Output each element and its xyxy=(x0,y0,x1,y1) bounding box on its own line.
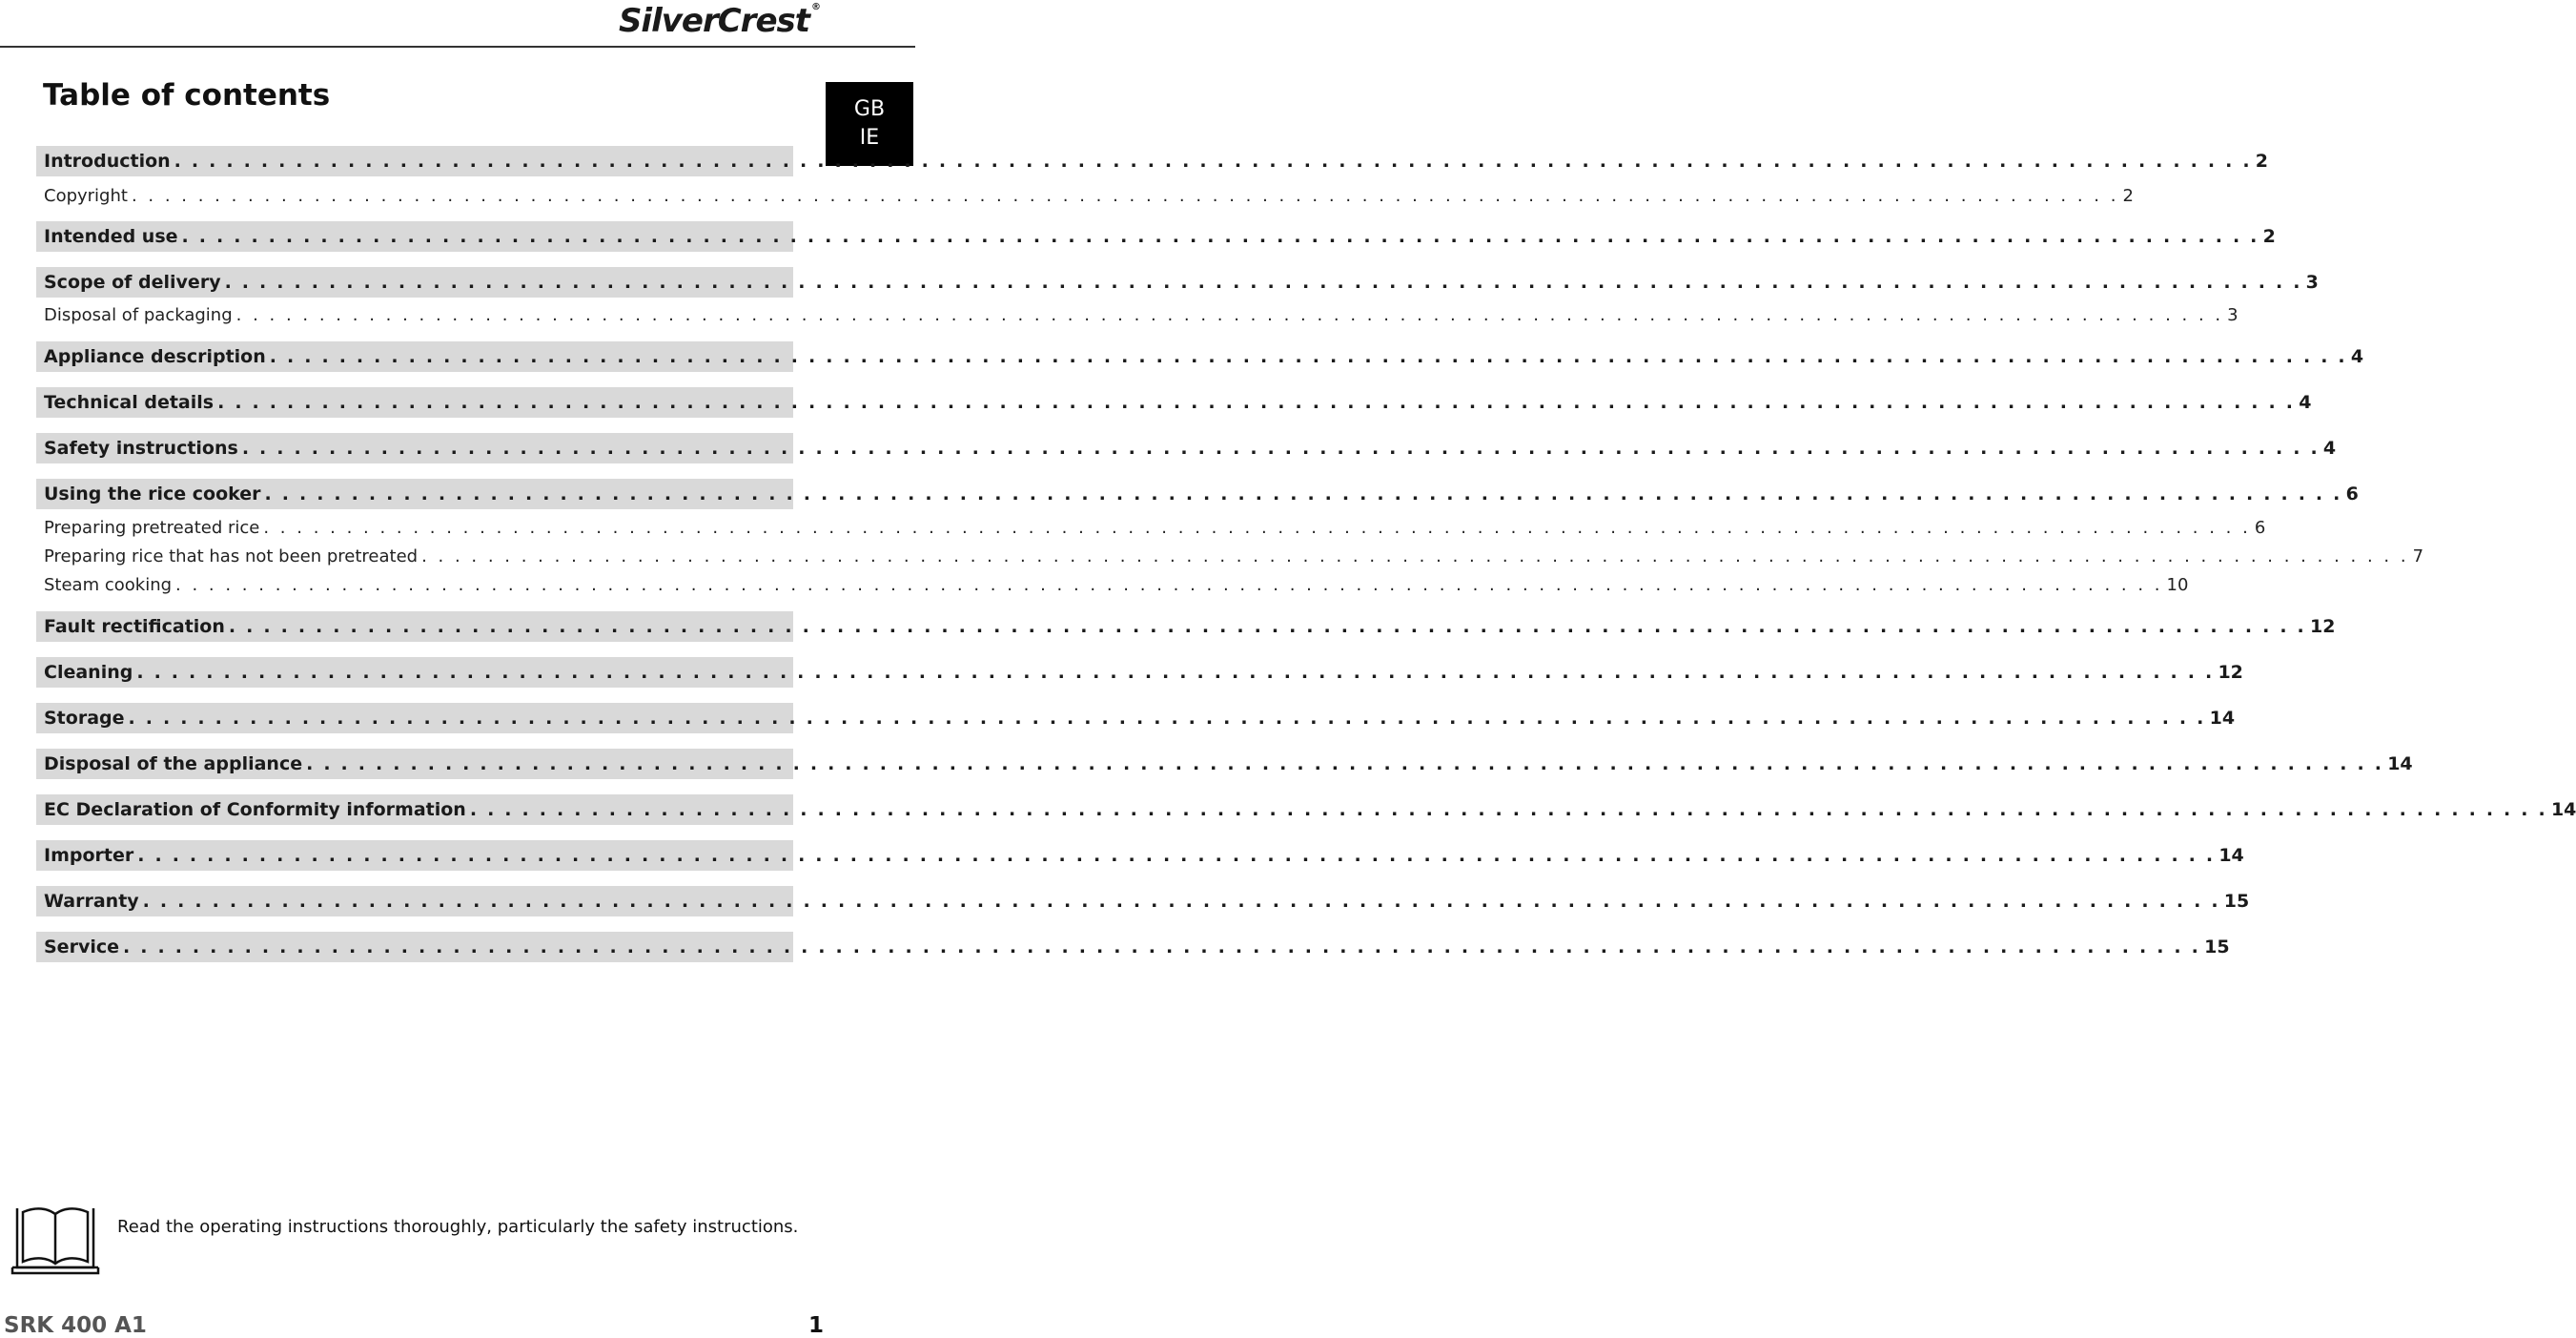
instruction-note: Read the operating instructions thoroughly, particularly the safety instructions. xyxy=(117,1217,799,1237)
toc-entry-page: 14 xyxy=(2550,799,2576,820)
toc-leader-dots: . . . . . . . . . . . . . . . . . . . . . . . . . . . . . . . . . . . . . . . . . . . . . . . . . . . . . . . . . . . . . . . . . . . . . . . . . . . . . . . . . . . . . . . . . . . . . . . . . . . . . . . . . . . . . . . . . . . . . . . . xyxy=(217,392,2296,413)
toc-entry-label: Warranty xyxy=(44,891,139,912)
toc-entry[interactable] xyxy=(36,840,2244,871)
toc-entry-label: Service xyxy=(44,937,119,957)
toc-leader-dots: . . . . . . . . . . . . . . . . . . . . . . . . . . . . . . . . . . . . . . . . . . . . . . . . . . . . . . . . . . . . . . . . . . . . . . . . . . . . . . . . . . . . . . . . . . . . . . . . . . . . . . . . . . . . . . . . . . . . . . . . xyxy=(228,616,2306,637)
registered-mark: ® xyxy=(811,2,820,12)
toc-entry-label: Importer xyxy=(44,845,134,866)
toc-leader-dots: . . . . . . . . . . . . . . . . . . . . . . . . . . . . . . . . . . . . . . . . . . . . . . . . . . . . . . . . . . . . . . . . . . . . . . . . . . . . . . . . . . . . . . . . . . . . . . . . . . . . . . . . . . . . . . . . . . . . . . . . xyxy=(264,484,2342,504)
toc-leader-dots: . . . . . . . . . . . . . . . . . . . . . . . . . . . . . . . . . . . . . . . . . . . . . . . . . . . . . . . . . . . . . . . . . . . . . . . . . . . . . . . . . . . . . . . . . . . . . . . . . . . . . . . . . . . . . . . . . . . . . . . . xyxy=(306,753,2384,774)
toc-leader-dots: . . . . . . . . . . . . . . . . . . . . . . . . . . . . . . . . . . . . . . . . . . . . . . . . . . . . . . . . . . . . . . . . . . . . . . . . . . . . . . . . . . . . . . . . . . . . . . . . . . . . . . . . . . . . . . . . . . . . . . . . xyxy=(235,304,2224,325)
toc-leader-dots: . . . . . . . . . . . . . . . . . . . . . . . . . . . . . . . . . . . . . . . . . . . . . . . . . . . . . . . . . . . . . . . . . . . . . . . . . . . . . . . . . . . . . . . . . . . . . . . . . . . . . . . . . . . . . . . . . . . . . . . . xyxy=(263,517,2251,538)
toc-leader-dots: . . . . . . . . . . . . . . . . . . . . . . . . . . . . . . . . . . . . . . . . . . . . . . . . . . . . . . . . . . . . . . . . . . . . . . . . . . . . . . . . . . . . . . . . . . . . . . . . . . . . . . . . . . . . . . . . . . . . . . . . xyxy=(131,185,2119,206)
toc-entry-label: EC Declaration of Conformity information xyxy=(44,799,466,820)
toc-entry[interactable] xyxy=(36,221,2276,252)
toc-leader-dots: . . . . . . . . . . . . . . . . . . . . . . . . . . . . . . . . . . . . . . . . . . . . . . . . . . . . . . . . . . . . . . . . . . . . . . . . . . . . . . . . . . . . . . . . . . . . . . . . . . . . . . . . . . . . . . . . . . . . . . . . xyxy=(181,226,2259,247)
toc-leader-dots: . . . . . . . . . . . . . . . . . . . . . . . . . . . . . . . . . . . . . . . . . . . . . . . . . . . . . . . . . . . . . . . . . . . . . . . . . . . . . . . . . . . . . . . . . . . . . . . . . . . . . . . . . . . . . . . . . . . . . . . . xyxy=(469,799,2547,820)
toc-entry[interactable] xyxy=(36,267,2319,298)
toc-entry-label: Safety instructions xyxy=(44,438,238,459)
toc-entry-page: 2 xyxy=(2255,151,2268,172)
toc-entry-label: Copyright xyxy=(44,185,128,206)
brand-logo xyxy=(619,2,820,40)
toc-entry-page: 14 xyxy=(2209,708,2236,729)
toc-leader-dots: . . . . . . . . . . . . . . . . . . . . . . . . . . . . . . . . . . . . . . . . . . . . . . . . . . . . . . . . . . . . . . . . . . . . . . . . . . . . . . . . . . . . . . . . . . . . . . . . . . . . . . . . . . . . . . . . . . . . . . . . xyxy=(137,845,2216,866)
toc-entry-page: 2 xyxy=(2262,226,2276,247)
toc-entry-label: Fault rectification xyxy=(44,616,225,637)
page-number: 1 xyxy=(808,1313,824,1338)
toc-entry-page: 14 xyxy=(2387,753,2413,774)
toc-leader-dots: . . . . . . . . . . . . . . . . . . . . . . . . . . . . . . . . . . . . . . . . . . . . . . . . . . . . . . . . . . . . . . . . . . . . . . . . . . . . . . . . . . . . . . . . . . . . . . . . . . . . . . . . . . . . . . . . . . . . . . . . xyxy=(175,574,2163,595)
toc-entry-page: 4 xyxy=(2322,438,2337,459)
open-book-icon xyxy=(10,1204,101,1277)
toc-entry-label: Intended use xyxy=(44,226,178,247)
model-number: SRK 400 A1 xyxy=(4,1313,147,1338)
toc-entry[interactable] xyxy=(36,479,2359,509)
toc-entry[interactable] xyxy=(36,387,2312,418)
toc-leader-dots: . . . . . . . . . . . . . . . . . . . . . . . . . . . . . . . . . . . . . . . . . . . . . . . . . . . . . . . . . . . . . . . . . . . . . . . . . . . . . . . . . . . . . . . . . . . . . . . . . . . . . . . . . . . . . . . . . . . . . . . . xyxy=(136,662,2215,683)
toc-entry-label: Preparing pretreated rice xyxy=(44,517,260,538)
language-code-gb: GB xyxy=(853,97,886,121)
toc-entry-label: Disposal of packaging xyxy=(44,304,233,325)
toc-entry-page: 4 xyxy=(2350,346,2364,367)
brand-name: SilverCrest xyxy=(618,2,809,40)
toc-entry-page: 12 xyxy=(2218,662,2243,683)
toc-entry-page: 15 xyxy=(2223,891,2250,912)
toc-entry[interactable] xyxy=(36,611,2336,642)
toc-entry[interactable] xyxy=(36,886,2250,916)
toc-leader-dots: . . . . . . . . . . . . . . . . . . . . . . . . . . . . . . . . . . . . . . . . . . . . . . . . . . . . . . . . . . . . . . . . . . . . . . . . . . . . . . . . . . . . . . . . . . . . . . . . . . . . . . . . . . . . . . . . . . . . . . . . xyxy=(142,891,2220,912)
toc-entry[interactable] xyxy=(36,433,2337,463)
toc-entry[interactable] xyxy=(36,514,2266,541)
header-divider xyxy=(0,46,915,48)
toc-entry-label: Steam cooking xyxy=(44,574,173,595)
toc-entry[interactable] xyxy=(36,749,2413,779)
toc-leader-dots: . . . . . . . . . . . . . . . . . . . . . . . . . . . . . . . . . . . . . . . . . . . . . . . . . . . . . . . . . . . . . . . . . . . . . . . . . . . . . . . . . . . . . . . . . . . . . . . . . . . . . . . . . . . . . . . . . . . . . . . . xyxy=(224,272,2302,293)
toc-entry-label: Using the rice cooker xyxy=(44,484,261,504)
toc-entry[interactable] xyxy=(36,657,2243,688)
toc-entry-page: 12 xyxy=(2309,616,2336,637)
toc-entry[interactable] xyxy=(36,182,2134,209)
toc-leader-dots: . . . . . . . . . . . . . . . . . . . . . . . . . . . . . . . . . . . . . . . . . . . . . . . . . . . . . . . . . . . . . . . . . . . . . . . . . . . . . . . . . . . . . . . . . . . . . . . . . . . . . . . . . . . . . . . . . . . . . . . . xyxy=(128,708,2206,729)
toc-entry-page: 14 xyxy=(2218,845,2244,866)
toc-entry[interactable] xyxy=(36,703,2236,733)
toc-entry[interactable] xyxy=(36,794,2576,825)
toc-entry[interactable] xyxy=(36,932,2230,962)
toc-entry-page: 3 xyxy=(2227,304,2239,325)
toc-leader-dots: . . . . . . . . . . . . . . . . . . . . . . . . . . . . . . . . . . . . . . . . . . . . . . . . . . . . . . . . . . . . . . . . . . . . . . . . . . . . . . . . . . . . . . . . . . . . . . . . . . . . . . . . . . . . . . . . . . . . . . . . xyxy=(241,438,2320,459)
toc-entry-label: Disposal of the appliance xyxy=(44,753,303,774)
toc-entry-page: 3 xyxy=(2305,272,2319,293)
toc-entry-page: 6 xyxy=(2254,517,2266,538)
toc-entry-label: Cleaning xyxy=(44,662,133,683)
language-code-ie: IE xyxy=(859,126,880,150)
toc-leader-dots: . . . . . . . . . . . . . . . . . . . . . . . . . . . . . . . . . . . . . . . . . . . . . . . . . . . . . . . . . . . . . . . . . . . . . . . . . . . . . . . . . . . . . . . . . . . . . . . . . . . . . . . . . . . . . . . . . . . . . . . . xyxy=(123,937,2201,957)
toc-entry[interactable] xyxy=(36,543,2424,569)
toc-entry[interactable] xyxy=(36,571,2189,598)
toc-entry-page: 6 xyxy=(2345,484,2359,504)
toc-leader-dots: . . . . . . . . . . . . . . . . . . . . . . . . . . . . . . . . . . . . . . . . . . . . . . . . . . . . . . . . . . . . . . . . . . . . . . . . . . . . . . . . . . . . . . . . . . . . . . . . . . . . . . . . . . . . . . . . . . . . . . . . xyxy=(269,346,2347,367)
toc-entry-label: Preparing rice that has not been pretreated xyxy=(44,545,419,566)
toc-entry-label: Storage xyxy=(44,708,125,729)
toc-entry-page: 10 xyxy=(2166,574,2189,595)
toc-leader-dots: . . . . . . . . . . . . . . . . . . . . . . . . . . . . . . . . . . . . . . . . . . . . . . . . . . . . . . . . . . . . . . . . . . . . . . . . . . . . . . . . . . . . . . . . . . . . . . . . . . . . . . . . . . . . . . . . . . . . . . . . xyxy=(421,545,2409,566)
toc-entry[interactable] xyxy=(36,301,2239,328)
toc-entry-page: 4 xyxy=(2299,392,2312,413)
toc-leader-dots: . . . . . . . . . . . . . . . . . . . . . . . . . . . . . . . . . . . . . . . . . . . . . . . . . . . . . . . . . . . . . . . . . . . . . . . . . . . . . . . . . . . . . . . . . . . . . . . . . . . . . . . . . . . . . . . . . . . . . . . . xyxy=(174,151,2252,172)
toc-entry-page: 15 xyxy=(2204,937,2230,957)
toc-entry[interactable] xyxy=(36,341,2364,372)
toc-entry-page: 2 xyxy=(2122,185,2134,206)
toc-entry[interactable] xyxy=(36,146,2268,176)
toc-entry-page: 7 xyxy=(2412,545,2424,566)
page-title: Table of contents xyxy=(43,78,331,113)
toc-entry-label: Appliance description xyxy=(44,346,266,367)
toc-entry-label: Scope of delivery xyxy=(44,272,221,293)
toc-entry-label: Introduction xyxy=(44,151,171,172)
toc-entry-label: Technical details xyxy=(44,392,215,413)
